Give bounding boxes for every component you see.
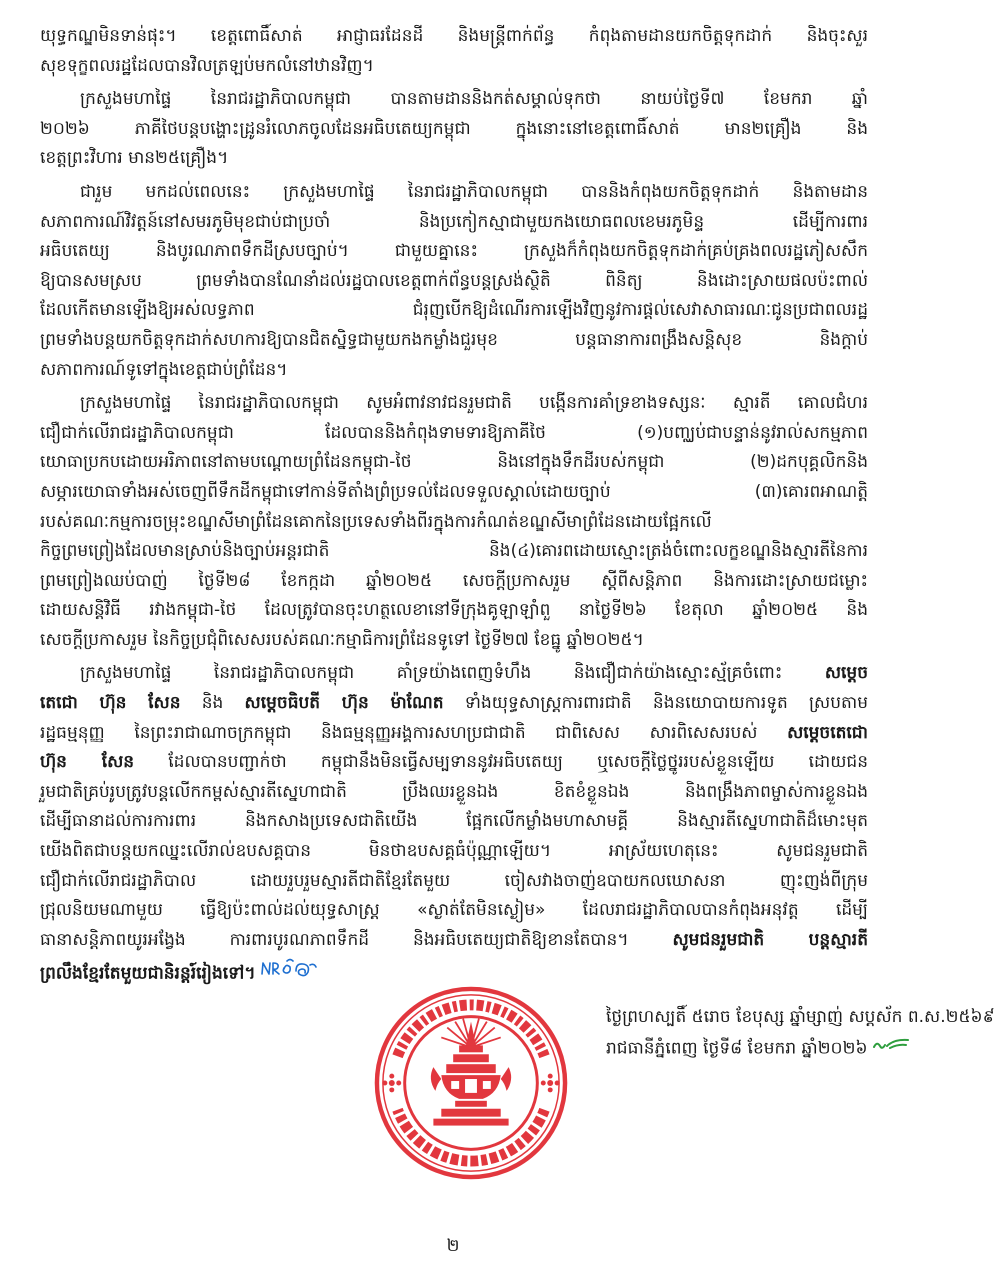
text-line [40,748,868,778]
text-line: សុខទុក្ខពលរដ្ឋដែលបានវិលត្រឡប់មកលំនៅឋានវិញ។ [40,55,374,76]
page-number: ២ [446,1236,460,1256]
text-line: ២០២៦ ភាគីថៃបន្តបង្ហោះដ្រូនរំលោភចូលដែនអធិបតេយ្យកម្ពុជា ក្នុងនោះនៅខេត្តពោធិ៍សាត់ មាន២គ្រឿង និង [40,118,868,139]
honorific-name: ហ៊ុន សែន [40,752,135,773]
text-line: ព្រមព្រៀងឈប់បាញ់ ថ្ងៃទី២៨ ខែកក្កដា ឆ្នាំ២០២៥ សេចក្តីប្រកាសរួម ស្តីពីសន្តិភាព និងការដោះស្រាយជម្លោះ [40,570,868,591]
paragraph [40,389,868,655]
text-line: សភាពការណ៍វិវត្តន៍នៅសមរភូមិមុខជាប់ជាប្រចាំ និងប្រកៀកស្មាជាមួយកងយោធពលខេមរភូមិន្ទ ដើម្បីការពារ [40,211,868,232]
text-line [40,719,868,749]
place-date-text: រាជធានីភ្នំពេញ ថ្ងៃទី៨ ខែមករា ឆ្នាំ២០២៦ [606,1038,868,1059]
honorific-name: សម្តេចតេជោ [787,722,868,743]
text-line: ដោយសន្តិវិធី រវាងកម្ពុជា-ថៃ ដែលត្រូវបានចុះហត្ថលេខានៅទីក្រុងគូឡាឡាំពួ នាថ្ងៃទី២៦ ខែតុលា ឆ្នាំ២០២៥ និង [40,600,868,621]
paragraph [40,85,868,174]
honorific-name: សម្តេចធិបតី ហ៊ុន ម៉ាណែត [244,693,444,714]
text-segment: និង [180,693,245,714]
handwritten-check-icon [872,1033,910,1064]
text-line: យោធាប្រកបដោយអរិភាពនៅតាមបណ្តោយព្រំដែនកម្ពុជា-ថៃ និងនៅក្នុងទឹកដីរបស់កម្ពុជា (២)ដកបុគ្គលិកនិង [40,452,868,473]
date-block [606,1002,995,1064]
text-line [40,689,868,719]
handwritten-initials-icon [260,955,318,992]
text-segment: ក្រសួងមហាផ្ទៃ នៃរាជរដ្ឋាភិបាលកម្ពុជា គាំទ្រយ៉ាងពេញទំហឹង និងជឿជាក់យ៉ាងស្មោះស្ម័គ្រចំពោះ [80,663,825,684]
text-line: ជ្រុលនិយមណាមួយ ធ្វើឱ្យប៉ះពាល់ដល់យុទ្ធសាស្ត្រ «ស្ងាត់តែមិនស្ងៀម» ដែលរាជរដ្ឋាភិបាលបានកំពុងអនុវត្ត ដើម្បី [40,900,868,921]
text-line: ក្រសួងមហាផ្ទៃ នៃរាជរដ្ឋាភិបាលកម្ពុជា សូមអំពាវនាវជនរួមជាតិ បង្កើនការគាំទ្រខាងទស្សនៈ ស្មារតី គោលជំហរ [80,393,868,414]
text-line: ព្រមទាំងបន្តយកចិត្តទុកដាក់សហការឱ្យបានជិតស្និទ្ធជាមួយកងកម្លាំងជួរមុខ បន្តធានាការពង្រឹងសន្តិសុខ និងក្តាប់ [40,329,868,350]
text-line: ឱ្យបានសមស្រប ព្រមទាំងបានណែនាំដល់រដ្ឋបាលខេត្តពាក់ព័ន្ធបន្តស្រង់ស្ថិតិ ពិនិត្យ និងដោះស្រាយផលប៉ះពាល់ [40,270,868,291]
text-line: ក្រសួងមហាផ្ទៃ នៃរាជរដ្ឋាភិបាលកម្ពុជា បានតាមដាននិងកត់សម្គាល់ទុកថា នាយប់ថ្ងៃទី៧ ខែមករា ឆ្នាំ [80,89,868,110]
text-segment: ទាំងយុទ្ធសាស្ត្រការពារជាតិ និងនយោបាយការទូត ស្របតាម [443,693,869,714]
text-segment: ដែលបានបញ្ជាក់ថា កម្ពុជានឹងមិនធ្វើសម្បទាននូវអធិបតេយ្យ ឬសេចក្តីថ្លៃថ្នូររបស់ខ្លួនឡើយ ដោយជន [134,752,868,773]
text-line: សម្ភារយោធាទាំងអស់ចេញពីទឹកដីកម្ពុជាទៅកាន់ទីតាំងព្រំប្រទល់ដែលទទួលស្គាល់ដោយច្បាប់ (៣)គោរពអាណត្តិ [40,481,868,502]
text-line: ជឿជាក់លើរាជរដ្ឋាភិបាល ដោយរួបរួមស្មារតីជាតិខ្មែរតែមួយ ចៀសវាងចាញ់ឧបាយកលឃោសនា ញុះញង់ពីក្រុម [40,870,868,891]
closing-appeal: សូមជនរួមជាតិ បន្តស្មារតី [672,929,868,950]
text-line [40,926,868,956]
paragraph [40,178,868,385]
text-line: យុទ្ធកណ្ឌមិនទាន់ផុះ។ ខេត្តពោធិ៍សាត់ អាជ្ញាធរដែនដី និងមន្ត្រីពាក់ព័ន្ធ កំពុងតាមដានយកចិត្តទុកដាក់ និងចុះសួរ [40,26,868,46]
text-line: ដែលកើតមានឡើងឱ្យអស់លទ្ធភាព ជំរុញបើកឱ្យដំណើរការឡើងវិញនូវការផ្តល់សេវាសាធារណៈជូនប្រជាពលរដ្ឋ [40,300,868,321]
text-line: អធិបតេយ្យ និងបូរណភាពទឹកដីស្របច្បាប់។ ជាមួយគ្នានេះ ក្រសួងក៏កំពុងយកចិត្តទុកដាក់គ្រប់គ្រងពលរដ្ឋភៀសសឹក [40,241,868,262]
document-body [40,22,868,989]
text-line: ខេត្តព្រះវិហារ មាន២៥គ្រឿង។ [40,148,229,169]
paragraph [40,659,868,985]
text-segment: ធានាសន្តិភាពយូរអង្វែង ការពារបូរណភាពទឹកដី និងអធិបតេយ្យជាតិឱ្យខានតែបាន។ [40,929,673,950]
honorific-name: តេជោ ហ៊ុន សែន [40,693,181,714]
text-line: ដើម្បីធានាដល់ការការពារ និងកសាងប្រទេសជាតិយើង ផ្អែកលើកម្លាំងមហាសាមគ្គី និងស្មារតីស្នេហាជាតិដ៏មោះមុត [40,811,868,832]
lunar-date: ថ្ងៃព្រហស្បតិ៍ ៥រោច ខែបុស្ស ឆ្នាំម្សាញ់ សប្តស័ក ព.ស.២៥៦៩ [606,1007,995,1027]
place-and-date [606,1033,868,1064]
text-line: យើងពិតជាបន្តយកឈ្នះលើរាល់ឧបសគ្គបាន មិនថាឧបសគ្គធំប៉ុណ្ណាឡើយ។ អាស្រ័យហេតុនេះ សូមជនរួមជាតិ [40,841,868,862]
text-line: សភាពការណ៍ទូទៅក្នុងខេត្តជាប់ព្រំដែន។ [40,359,288,380]
text-line: កិច្ចព្រមព្រៀងដែលមានស្រាប់និងច្បាប់អន្តរជាតិ និង(៤)គោរពដោយស្មោះត្រង់ចំពោះលក្ខខណ្ឌនិងស្មារតីនៃការ [40,541,868,562]
text-line [40,659,868,689]
closing-appeal: ព្រលឹងខ្មែរតែមួយជានិរន្តរ៍រៀងទៅ។ [40,963,256,984]
text-line: ជារួម មកដល់ពេលនេះ ក្រសួងមហាផ្ទៃ នៃរាជរដ្ឋាភិបាលកម្ពុជា បាននិងកំពុងយកចិត្តទុកដាក់ និងតាមដាន [80,181,868,202]
honorific-name: សម្តេច [824,663,868,684]
text-line [40,955,868,985]
text-line: របស់គណៈកម្មការចម្រុះខណ្ឌសីមាព្រំដែនគោកនៃប្រទេសទាំងពីរក្នុងការកំណត់ខណ្ឌសីមាព្រំដែនដោយផ្អែកលើ [40,511,712,532]
paragraph [40,22,868,81]
text-line: ជឿជាក់លើរាជរដ្ឋាភិបាលកម្ពុជា ដែលបាននិងកំពុងទាមទារឱ្យភាគីថៃ (១)បញ្ឈប់ជាបន្ទាន់នូវរាល់សកម្មភាព [40,422,868,443]
text-line: សេចក្តីប្រកាសរួម នៃកិច្ចប្រជុំពិសេសរបស់គណៈកម្មាធិការព្រំដែនទូទៅ ថ្ងៃទី២៧ ខែធ្នូ ឆ្នាំ២០២៥។ [40,629,644,650]
official-seal-icon [372,984,570,1182]
text-line: រួមជាតិគ្រប់រូបត្រូវបន្តលើកកម្ពស់ស្មារតីស្នេហាជាតិ ប្រឹងឈរខ្លួនឯង ខិតខំខ្លួនឯង និងពង្រឹងភាពម្ចាស់ការខ្លួនឯង [40,781,868,802]
text-segment: រដ្ឋធម្មនុញ្ញ នៃព្រះរាជាណាចក្រកម្ពុជា និងធម្មនុញ្ញអង្គការសហប្រជាជាតិ ជាពិសេស សារពិសេសរបស់ [40,722,788,743]
